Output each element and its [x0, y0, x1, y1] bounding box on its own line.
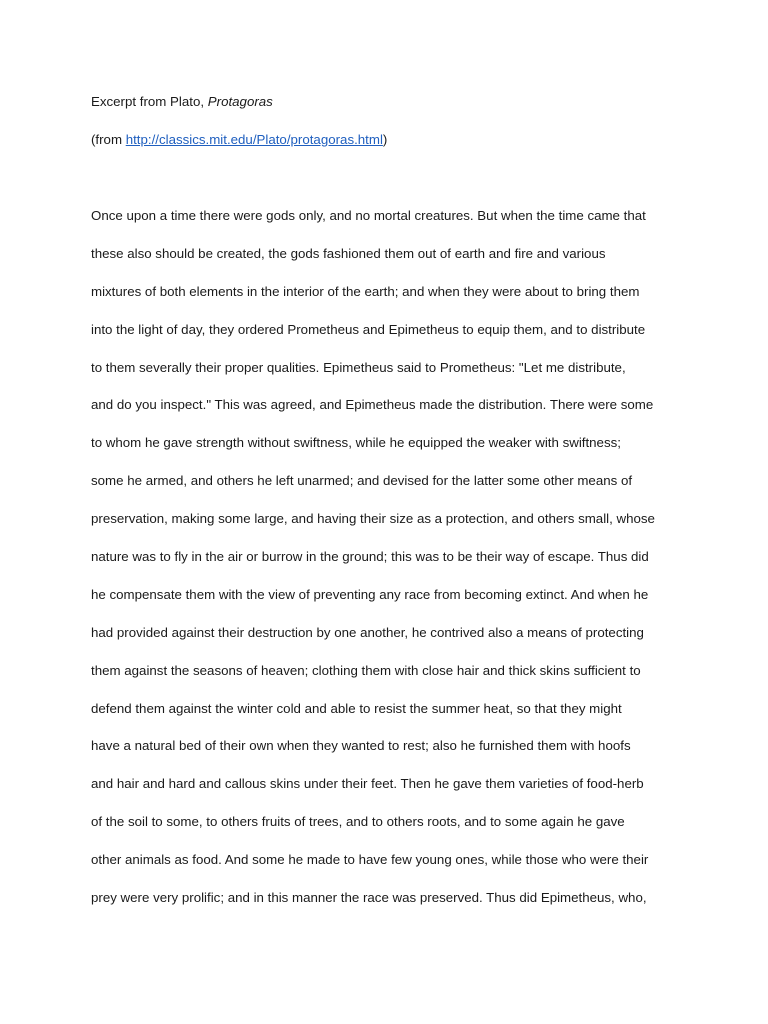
- body-line: and do you inspect." This was agreed, and Epimetheus made the distribution. There were some: [91, 397, 654, 413]
- body-line: defend them against the winter cold and able to resist the summer heat, so that they might: [91, 700, 622, 716]
- body-line: nature was to fly in the air or burrow in the ground; this was to be their way of escape. Thus did: [91, 549, 649, 565]
- source-open: (from: [91, 132, 126, 147]
- body-line: preservation, making some large, and having their size as a protection, and others small, whose: [91, 511, 655, 527]
- source-citation: [91, 131, 387, 149]
- body-line: them against the seasons of heaven; clothing them with close hair and thick skins sufficient to: [91, 662, 641, 678]
- body-line: prey were very prolific; and in this manner the race was preserved. Thus did Epimetheus, who,: [91, 890, 647, 906]
- body-line: into the light of day, they ordered Prometheus and Epimetheus to equip them, and to distribute: [91, 321, 646, 337]
- body-line: other animals as food. And some he made to have few young ones, while those who were their: [91, 852, 649, 868]
- body-line: had provided against their destruction by one another, he contrived also a means of protecting: [91, 624, 644, 640]
- body-line: to them severally their proper qualities. Epimetheus said to Prometheus: "Let me distribute,: [91, 359, 626, 375]
- body-line: and hair and hard and callous skins under their feet. Then he gave them varieties of food-herb: [91, 776, 644, 792]
- source-link[interactable]: http://classics.mit.edu/Plato/protagoras.html: [125, 132, 383, 147]
- source-close: ): [382, 132, 388, 147]
- body-line: some he armed, and others he left unarmed; and devised for the latter some other means of: [91, 473, 633, 489]
- heading-prefix: Excerpt from Plato,: [91, 94, 208, 109]
- body-line: of the soil to some, to others fruits of trees, and to others roots, and to some again he gave: [91, 814, 625, 830]
- body-line: have a natural bed of their own when they wanted to rest; also he furnished them with hoofs: [91, 738, 631, 754]
- body-line: to whom he gave strength without swiftness, while he equipped the weaker with swiftness;: [91, 435, 621, 451]
- heading-title: Protagoras: [207, 94, 273, 109]
- body-line: mixtures of both elements in the interior of the earth; and when they were about to bring them: [91, 283, 640, 299]
- body-line: Once upon a time there were gods only, and no mortal creatures. But when the time came that: [91, 208, 646, 223]
- document-heading: [91, 93, 273, 111]
- body-line: he compensate them with the view of preventing any race from becoming extinct. And when he: [91, 586, 649, 602]
- body-paragraph: [91, 206, 691, 926]
- body-line: these also should be created, the gods fashioned them out of earth and fire and various: [91, 245, 606, 261]
